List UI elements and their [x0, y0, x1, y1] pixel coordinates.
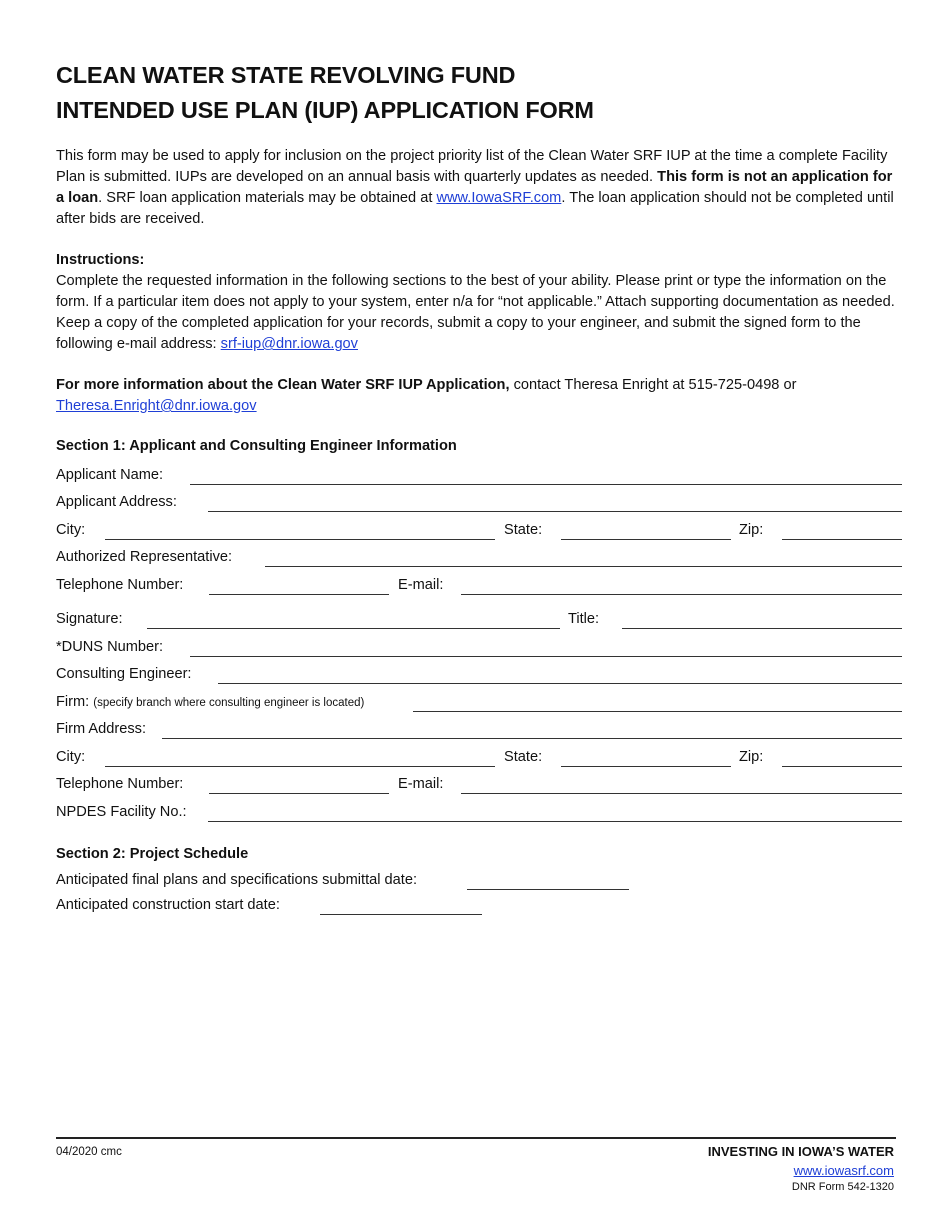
email-label: E-mail:: [398, 577, 444, 593]
consulting-engineer-row: [56, 664, 902, 688]
signature-row: [56, 609, 902, 633]
construction-date-label: Anticipated construction start date:: [56, 897, 280, 913]
instructions-block: [56, 250, 896, 355]
applicant-address-row: [56, 492, 902, 516]
firm-address-field[interactable]: [162, 738, 902, 739]
instructions-heading: Instructions:: [56, 252, 145, 268]
firm-telephone-field[interactable]: [209, 793, 389, 794]
firm-zip-field[interactable]: [782, 766, 902, 767]
iowasrf-link[interactable]: www.IowaSRF.com: [436, 190, 562, 206]
intro-bold-text: This form is not an application for a loan: [56, 169, 893, 206]
firm-state-field[interactable]: [561, 766, 731, 767]
applicant-address-field[interactable]: [208, 511, 902, 512]
duns-field[interactable]: [190, 656, 902, 657]
firm-email-field[interactable]: [461, 793, 902, 794]
applicant-name-field[interactable]: [190, 484, 902, 485]
zip-field[interactable]: [782, 539, 902, 540]
intro-paragraph: [56, 146, 896, 230]
instructions-body: Complete the requested information in the following sections to the best of your ability. Please print or type the information on the form. If a particular item does not apply to your system, enter n/a for “not applicable.” Attach supporting documentation as needed. Keep a copy of the completed application for your records, submit a copy to your engineer, and submit the signed form to the following e-mail address:: [56, 273, 895, 352]
firm-address-label: Firm Address:: [56, 721, 147, 737]
more-info-bold: For more information about the Clean Water SRF IUP Application,: [56, 377, 510, 393]
firm-label-text: Firm:: [56, 694, 90, 710]
firm-city-label: City:: [56, 749, 86, 765]
signature-label: Signature:: [56, 611, 123, 627]
footer-website-link[interactable]: www.iowasrf.com: [793, 1163, 894, 1178]
instructions-text: [56, 271, 896, 355]
footer-website: [794, 1163, 894, 1178]
plans-date-label: Anticipated final plans and specifications submittal date:: [56, 872, 418, 888]
title-line-2: INTENDED USE PLAN (IUP) APPLICATION FORM: [56, 97, 594, 123]
intro-text-3: . The loan application should not be completed until after bids are received.: [56, 190, 894, 227]
duns-label: *DUNS Number:: [56, 639, 164, 655]
authorized-rep-label: Authorized Representative:: [56, 549, 233, 565]
duns-row: [56, 637, 902, 661]
authorized-rep-field[interactable]: [265, 566, 902, 567]
city-label: City:: [56, 522, 86, 538]
title-label: Title:: [568, 611, 600, 627]
applicant-address-label: Applicant Address:: [56, 494, 177, 510]
plans-date-row: [56, 870, 902, 894]
firm-field[interactable]: [413, 711, 902, 712]
intro-text: This form may be used to apply for inclusion on the project priority list of the Clean Water SRF IUP at the time a complete Facility Plan is submitted. IUPs are developed on an annual basis with quarterly updates as needed.: [56, 148, 888, 185]
firm-address-row: [56, 719, 902, 743]
title-field[interactable]: [622, 628, 902, 629]
firm-state-label: State:: [504, 749, 543, 765]
npdes-row: [56, 802, 902, 826]
telephone-row: [56, 575, 902, 599]
firm-telephone-row: [56, 774, 902, 798]
applicant-city-row: [56, 520, 902, 544]
firm-row: [56, 692, 902, 716]
city-field[interactable]: [105, 539, 495, 540]
section-1-heading: Section 1: Applicant and Consulting Engineer Information: [56, 438, 457, 454]
email-field[interactable]: [461, 594, 902, 595]
firm-zip-label: Zip:: [739, 749, 764, 765]
signature-field[interactable]: [147, 628, 560, 629]
footer-date: 04/2020 cmc: [56, 1146, 122, 1158]
construction-date-row: [56, 895, 902, 919]
footer-form-number: DNR Form 542-1320: [791, 1181, 894, 1193]
telephone-label: Telephone Number:: [56, 577, 184, 593]
applicant-name-label: Applicant Name:: [56, 467, 164, 483]
firm-label: [56, 694, 364, 710]
authorized-rep-row: [56, 547, 902, 571]
page-title: [56, 58, 594, 128]
consulting-engineer-label: Consulting Engineer:: [56, 666, 192, 682]
consulting-engineer-field[interactable]: [218, 683, 902, 684]
npdes-field[interactable]: [208, 821, 902, 822]
footer-tagline: INVESTING IN IOWA’S WATER: [707, 1144, 894, 1159]
footer-divider: [56, 1137, 896, 1139]
telephone-field[interactable]: [209, 594, 389, 595]
zip-label: Zip:: [739, 522, 764, 538]
srf-iup-email-link[interactable]: srf-iup@dnr.iowa.gov: [220, 336, 358, 352]
plans-date-field[interactable]: [467, 889, 629, 890]
more-info-text: contact Theresa Enright at 515-725-0498 or: [509, 377, 797, 393]
section-2-heading: Section 2: Project Schedule: [56, 846, 249, 862]
firm-city-row: [56, 747, 902, 771]
state-label: State:: [504, 522, 543, 538]
title-line-1: CLEAN WATER STATE REVOLVING FUND: [56, 62, 516, 88]
construction-date-field[interactable]: [320, 914, 482, 915]
firm-city-field[interactable]: [105, 766, 495, 767]
applicant-name-row: [56, 465, 902, 489]
firm-telephone-label: Telephone Number:: [56, 776, 184, 792]
firm-email-label: E-mail:: [398, 776, 444, 792]
more-info-paragraph: [56, 375, 896, 417]
firm-note: (specify branch where consulting engineer is located): [93, 697, 365, 709]
contact-email-link[interactable]: Theresa.Enright@dnr.iowa.gov: [56, 398, 257, 414]
npdes-label: NPDES Facility No.:: [56, 804, 187, 820]
intro-text-2: . SRF loan application materials may be obtained at: [98, 190, 437, 206]
state-field[interactable]: [561, 539, 731, 540]
